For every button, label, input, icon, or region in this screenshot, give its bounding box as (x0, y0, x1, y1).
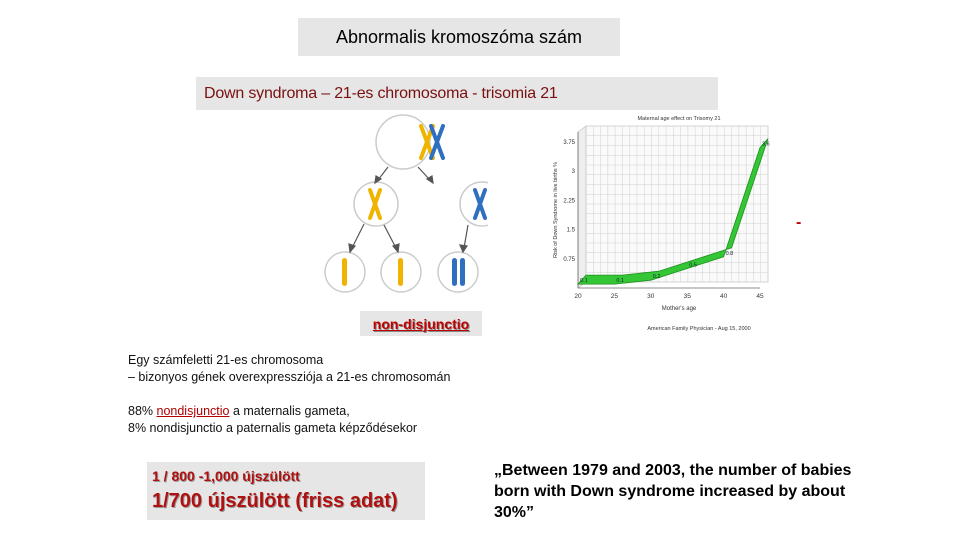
parent-cell (376, 115, 430, 169)
incidence-old: 1 / 800 -1,000 újszülött (152, 468, 300, 484)
x-tick-label: 40 (719, 293, 728, 300)
chart-source: American Family Physician - Aug 15, 2000 (647, 326, 751, 332)
gamete-cell-3 (438, 252, 478, 292)
paragraph-line: Egy számfeletti 21-es chromosoma (128, 353, 324, 367)
x-tick-label: 30 (647, 293, 655, 300)
chromatid-yellow (342, 258, 347, 286)
quote-text: „Between 1979 and 2003, the number of babies born with Down syndrome increased by about 30%” (494, 462, 852, 521)
paragraph-extra-chromosome (128, 352, 548, 386)
nondisjunctio-link[interactable]: nondisjunctio (156, 404, 230, 418)
incidence-box (147, 462, 425, 520)
y-tick-label: 3.75 (563, 139, 575, 146)
y-tick-label: 0.75 (563, 256, 575, 263)
nondisjunction-diagram (318, 112, 488, 302)
data-label: 3.6 (762, 141, 770, 148)
x-tick-label: 20 (574, 293, 582, 300)
chromatid-yellow (398, 258, 403, 286)
slide-subtitle (196, 77, 718, 110)
data-label: 0.8 (725, 250, 734, 257)
slide-title (298, 18, 620, 56)
incidence-new: 1/700 újszülött (friss adat) (152, 490, 398, 512)
chromatid-blue (460, 258, 465, 286)
data-label: 0.5 (689, 262, 697, 269)
paragraph-line: – bizonyos gének overexpressziója a 21-es chromosomán (128, 370, 451, 384)
slide-title-text: Abnormalis kromoszóma szám (335, 26, 583, 47)
red-dash: - (796, 214, 802, 231)
data-label: 0.1 (580, 278, 588, 285)
gamete-text: a maternalis gameta, (229, 404, 350, 418)
chromatid-blue (452, 258, 457, 286)
paragraph-nondisjunction-stats (128, 403, 548, 437)
nondisjunction-label-text: non-disjunctio (372, 315, 470, 332)
x-tick-label: 35 (683, 293, 691, 300)
percent-text: 88% (128, 404, 157, 418)
slide-subtitle-text: Down syndroma – 21-es chromosoma - trisomia 21 (204, 84, 558, 102)
chart-wall (578, 126, 586, 288)
y-tick-label: 3 (571, 169, 575, 175)
x-tick-label: 25 (610, 293, 619, 300)
data-label: 0.1 (616, 278, 625, 285)
nondisjunction-label (360, 311, 482, 336)
y-tick-label: 1.5 (566, 227, 575, 234)
x-axis-label: Mother's age (661, 306, 697, 312)
x-tick-label: 45 (756, 293, 764, 300)
y-tick-label: 2.25 (563, 198, 575, 205)
chart-title: Maternal age effect on Trisomy 21 (637, 116, 721, 122)
y-axis-label: Risk of Down Syndrome in live births % (553, 162, 559, 258)
paragraph-line (128, 403, 548, 420)
maternal-age-chart (548, 110, 778, 338)
data-label: 0.2 (652, 274, 661, 281)
paragraph-line: 8% nondisjunctio a paternalis gameta képződésekor (128, 421, 418, 435)
